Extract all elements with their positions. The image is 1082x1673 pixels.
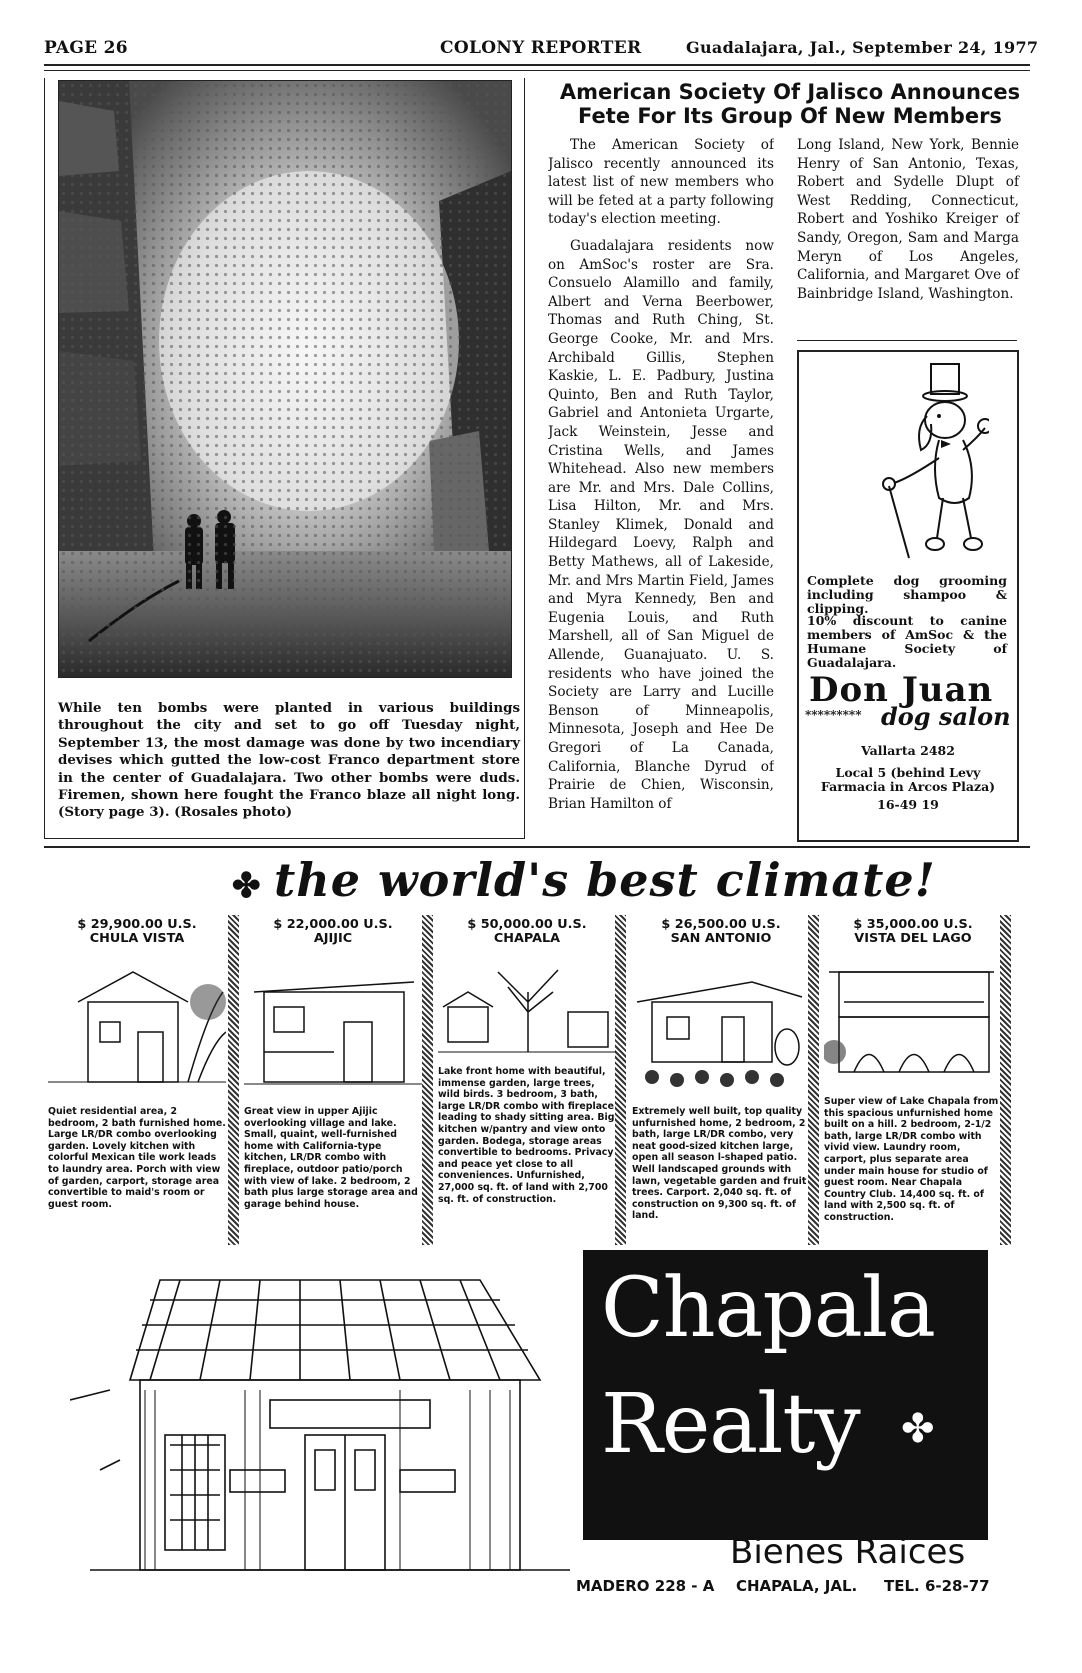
column-rule (797, 340, 1017, 341)
listing-price: $ 50,000.00 U.S. (467, 917, 587, 932)
shamrock-icon: ✤ (901, 1406, 935, 1452)
listing-price: $ 22,000.00 U.S. (273, 917, 393, 932)
news-photo (58, 80, 512, 678)
chapala-realty-logo (583, 1250, 988, 1540)
realty-banner: the world's best climate! (274, 853, 936, 907)
masthead-rule-thin (44, 70, 1030, 71)
realty-city: CHAPALA, JAL. (736, 1577, 858, 1595)
listing-description: Extremely well built, top quality unfurnished home, 2 bedroom, 2 bath, large LR/DR combo, very neat good-sized kitchen large, open all season l-shaped patio. Well landscaped grounds with lawn, vegetable garden and fruit trees. Carport. 2,040 sq. ft. of construction on 9,300 sq. ft. of land. (632, 1106, 807, 1222)
headline-line-1: American Society Of Jalisco Announces (559, 80, 1021, 104)
dateline: Guadalajara, Jal., September 24, 1977 (686, 38, 1039, 57)
article-headline (545, 80, 1035, 128)
photo-box-right (524, 78, 525, 838)
headline-line-2: Fete For Its Group Of New Members (578, 104, 1002, 128)
house-sketch (244, 952, 422, 1102)
fire-scene-photo (59, 81, 511, 677)
listing-place: SAN ANTONIO (670, 931, 772, 946)
garden-sketch (438, 952, 616, 1062)
listing-price: $ 35,000.00 U.S. (853, 917, 973, 932)
listing-vista-del-lago (824, 918, 1002, 1224)
article-column-2: Long Island, New York, Bennie Henry of San Antonio, Texas, Robert and Sydelle Dlupt of West Redding, Connecticut, Robert and Yoshiko Kreiger of Sandy, Oregon, Sam and Marga Meryn of Los Angeles, California, and Margaret Ove of Bainbridge Island, Washington. (797, 137, 1019, 302)
adobe-house-sketch (70, 1270, 570, 1590)
photo-box-bottom (44, 838, 525, 839)
house-sketch (632, 952, 810, 1102)
house-sketch (48, 952, 226, 1102)
listing-place: CHULA VISTA (89, 931, 185, 946)
ad-brand-name: Don Juan (809, 670, 994, 710)
listing-chapala (438, 918, 616, 1205)
realty-address: MADERO 228 - A (576, 1577, 715, 1595)
listing-description: Great view in upper Ajijic overlooking village and lake. Small, quaint, well-furnished home with California-type kitchen, LR/DR combo with fireplace, outdoor patio/porch with view of lake. 2 bedroom, 2 bath plus large storage area and garage behind house. (244, 1106, 418, 1210)
listing-description: Lake front home with beautiful, immense garden, large trees, wild birds. 3 bedroom, 3 bath, large LR/DR combo with fireplace leading to shady sitting area. Big kitchen w/pantry and view onto garden. Bodega, storage areas convertible to bedrooms. Privacy and peace yet close to all conveniences. Unfurnished, 27,000 sq. ft. of land with 2,700 sq. ft. of construction. (438, 1066, 615, 1205)
house-sketch (824, 952, 994, 1092)
don-juan-ad (797, 350, 1019, 842)
realty-tagline: Bienes Raices (730, 1532, 966, 1572)
article-column-1 (548, 136, 774, 836)
newspaper-name: COLONY REPORTER (440, 38, 642, 58)
listing-description: Quiet residential area, 2 bedroom, 2 bath furnished home. Large LR/DR combo overlooking garden. Lovely kitchen with colorful Mexican tile work leads to laundry area. Porch with view of garden, carport, storage area convertible to maid's room or guest room. (48, 1106, 226, 1210)
realty-phone: TEL. 6-28-77 (884, 1577, 990, 1595)
article-paragraph-2: Guadalajara residents now on AmSoc's roster are Sra. Consuelo Alamillo and family, Albert and Verna Beerbower, Thomas and Ruth Ching, St. George Cooke, Mr. and Mrs. Archibald Gillis, Stephen Kaskie, L. E. Padbury, Justina Quinto, Ben and Ruth Taylor, Gabriel and Antonieta Urgarte, Jack Weinstein, Jesse and Cristina Wells, and James Whitehead. Also new members are Mr. and Mrs. Dale Collins, Lisa Hilton, Mr. and Mrs. Stanley Klimek, Donald and Hildegard Loevy, Ralph and Betty Mathews, all of Lakeside, Mr. and Mrs Martin Field, James and Myra Kennedy, Ben and Eugenia Louis, and Ruth Marshell, all of San Miguel de Allende, Guanajuato. U. S. residents who have joined the Society are Larry and Lucille Benson of Minneapolis, Minnesota, Joseph and Hee De Gregori of La Canada, California, Blanche Dyrud of Prairie de Chien, Wisconsin, Brian Hamilton of (548, 237, 774, 812)
ad-discount-text: 10% discount to canine members of AmSoc & the Humane Society of Guadalajara. (807, 613, 1007, 670)
listing-price: $ 29,900.00 U.S. (77, 917, 197, 932)
shamrock-icon: ✤ (232, 866, 261, 906)
logo-line-1: Chapala (601, 1261, 935, 1356)
masthead-rule (44, 64, 1030, 66)
page-number: PAGE 26 (44, 38, 128, 58)
listing-place: CHAPALA (493, 931, 561, 946)
listing-divider-3 (615, 915, 626, 1245)
photo-box-left (44, 78, 45, 838)
listing-chula-vista (48, 918, 226, 1210)
logo-line-2: Realty (601, 1377, 860, 1472)
listing-san-antonio (632, 918, 810, 1222)
listing-divider-1 (228, 915, 239, 1245)
poodle-illustration (839, 358, 989, 563)
listing-description: Super view of Lake Chapala from this spacious unfurnished home built on a hill. 2 bedroom, 2-1/2 bath, large LR/DR combo with vivid view. Laundry room, carport, plus separate area under main house for studio of guest room. Near Chapala Country Club. 14,400 sq. ft. of land with 2,500 sq. ft. of construction. (824, 1096, 999, 1223)
ad-address: Vallarta 2482 (861, 743, 955, 758)
photo-caption: While ten bombs were planted in various buildings throughout the city and set to go off Tuesday night, September 13, the most damage was done by two incendiary devises which gutted the low-cost Franco department store in the center of Guadalajara. Two other bombs were duds. Firemen, shown here fought the Franco blaze all night long. (Story page 3). (Rosales photo) (58, 700, 520, 821)
listing-divider-2 (422, 915, 433, 1245)
ad-stars: ********* (805, 708, 862, 722)
ad-phone: 16-49 19 (877, 797, 939, 812)
listing-place: VISTA DEL LAGO (854, 931, 972, 946)
article-paragraph-1: The American Society of Jalisco recently announced its latest list of new members who will be feted at a party following today's election meeting. (548, 137, 774, 228)
listing-ajijic (244, 918, 422, 1210)
listing-price: $ 26,500.00 U.S. (661, 917, 781, 932)
ad-salon-name: dog salon (881, 702, 1011, 731)
section-rule (44, 846, 1030, 848)
ad-location: Local 5 (behind Levy Farmacia in Arcos Plaza) (820, 765, 996, 794)
listing-place: AJIJIC (313, 931, 353, 946)
ad-grooming-text: Complete dog grooming including shampoo & clipping. (807, 573, 1007, 616)
